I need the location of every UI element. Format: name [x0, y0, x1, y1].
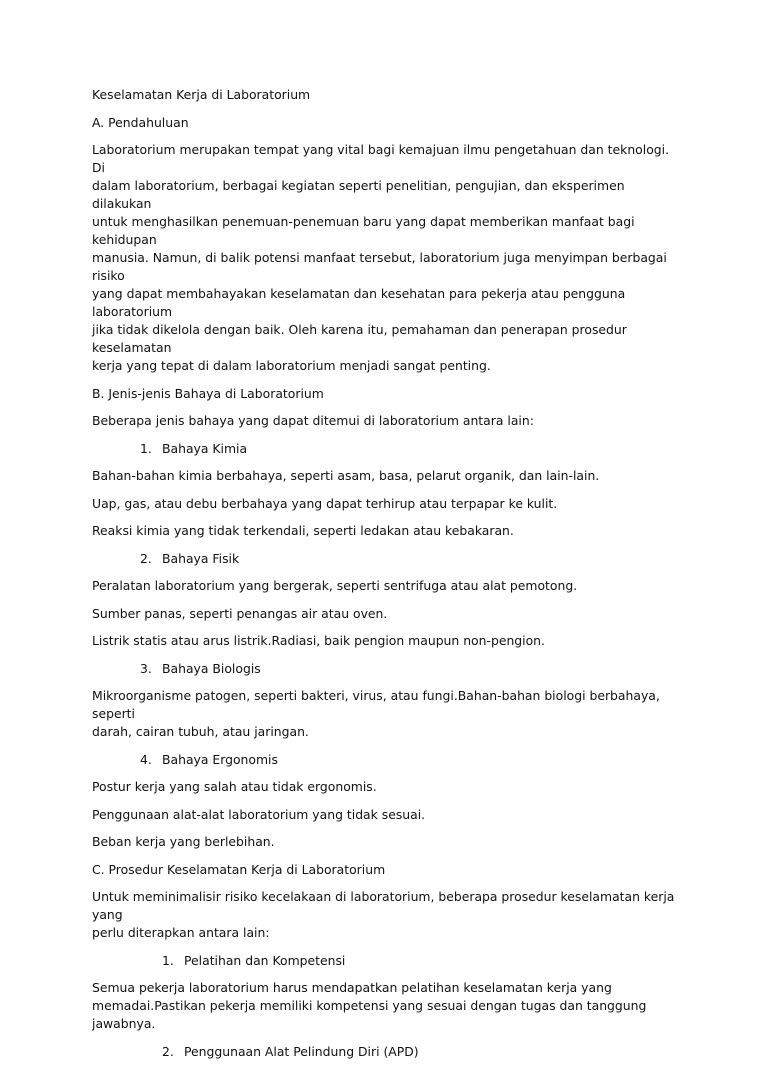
hazard-description: Reaksi kimia yang tidak terkendali, seperti ledakan atau kebakaran. [92, 523, 514, 538]
list-number: 2. [140, 550, 152, 566]
list-item-apd [92, 1043, 676, 1061]
paragraph-line: Mikroorganisme patogen, seperti bakteri, virus, atau fungi.Bahan-bahan biologi berbahaya, seperti [92, 688, 660, 721]
hazard-description: Peralatan laboratorium yang bergerak, seperti sentrifuga atau alat pemotong. [92, 578, 578, 593]
hazard-description: Bahan-bahan kimia berbahaya, seperti asam, basa, pelarut organik, dan lain-lain. [92, 468, 600, 483]
section-c-intro [92, 888, 676, 942]
paragraph-line: Semua pekerja laboratorium harus mendapatkan pelatihan keselamatan kerja yang [92, 980, 612, 995]
list-title: Penggunaan Alat Pelindung Diri (APD) [184, 1043, 419, 1059]
paragraph-line: dalam laboratorium, berbagai kegiatan seperti penelitian, pengujian, dan eksperimen dilakukan [92, 178, 625, 211]
list-number: 1. [140, 440, 152, 456]
paragraph-line: Untuk meminimalisir risiko kecelakaan di laboratorium, beberapa prosedur keselamatan kerja yang [92, 889, 675, 922]
list-number: 4. [140, 751, 152, 767]
list-title: Bahaya Ergonomis [162, 751, 278, 767]
list-number: 1. [162, 952, 174, 968]
paragraph-line: jika tidak dikelola dengan baik. Oleh karena itu, pemahaman dan penerapan prosedur keselamatan [92, 322, 627, 355]
procedure-description [92, 979, 676, 1033]
list-item-bahaya-ergonomis [92, 751, 676, 769]
document-title: Keselamatan Kerja di Laboratorium [92, 87, 311, 102]
paragraph-line: untuk menghasilkan penemuan-penemuan baru yang dapat memberikan manfaat bagi kehidupan [92, 214, 635, 247]
paragraph-line: perlu diterapkan antara lain: [92, 925, 270, 940]
section-b-intro: Beberapa jenis bahaya yang dapat ditemui di laboratorium antara lain: [92, 413, 534, 428]
hazard-description: Postur kerja yang salah atau tidak ergonomis. [92, 779, 377, 794]
hazard-description: Sumber panas, seperti penangas air atau oven. [92, 605, 388, 621]
section-a-paragraph [92, 141, 676, 375]
paragraph-line: kerja yang tepat di dalam laboratorium menjadi sangat penting. [92, 358, 491, 373]
section-c-heading: C. Prosedur Keselamatan Kerja di Laboratorium [92, 861, 386, 877]
section-b-heading: B. Jenis-jenis Bahaya di Laboratorium [92, 385, 324, 401]
paragraph-line: darah, cairan tubuh, atau jaringan. [92, 724, 309, 739]
hazard-description: Beban kerja yang berlebihan. [92, 834, 275, 849]
list-title: Bahaya Fisik [162, 550, 240, 566]
paragraph-line: yang dapat membahayakan keselamatan dan kesehatan para pekerja atau pengguna laboratorium [92, 286, 626, 319]
list-title: Bahaya Kimia [162, 440, 248, 456]
list-item-pelatihan [92, 952, 676, 970]
paragraph-line: Laboratorium merupakan tempat yang vital bagi kemajuan ilmu pengetahuan dan teknologi. Di [92, 142, 670, 175]
document-body [92, 86, 676, 1070]
list-title: Bahaya Biologis [162, 660, 261, 676]
list-item-bahaya-fisik [92, 550, 676, 568]
list-item-bahaya-biologis [92, 660, 676, 678]
paragraph-line: memadai.Pastikan pekerja memiliki kompetensi yang sesuai dengan tugas dan tanggung jawabnya. [92, 998, 647, 1031]
hazard-description: Listrik statis atau arus listrik.Radiasi, baik pengion maupun non-pengion. [92, 633, 545, 648]
paragraph-line: manusia. Namun, di balik potensi manfaat tersebut, laboratorium juga menyimpan berbagai risiko [92, 250, 667, 283]
hazard-description: Uap, gas, atau debu berbahaya yang dapat terhirup atau terpapar ke kulit. [92, 495, 558, 511]
section-a-heading: A. Pendahuluan [92, 114, 189, 130]
list-title: Pelatihan dan Kompetensi [184, 952, 346, 968]
hazard-description [92, 687, 676, 741]
hazard-description: Penggunaan alat-alat laboratorium yang tidak sesuai. [92, 806, 426, 822]
list-item-bahaya-kimia [92, 440, 676, 458]
list-number: 2. [162, 1043, 174, 1059]
list-number: 3. [140, 660, 152, 676]
